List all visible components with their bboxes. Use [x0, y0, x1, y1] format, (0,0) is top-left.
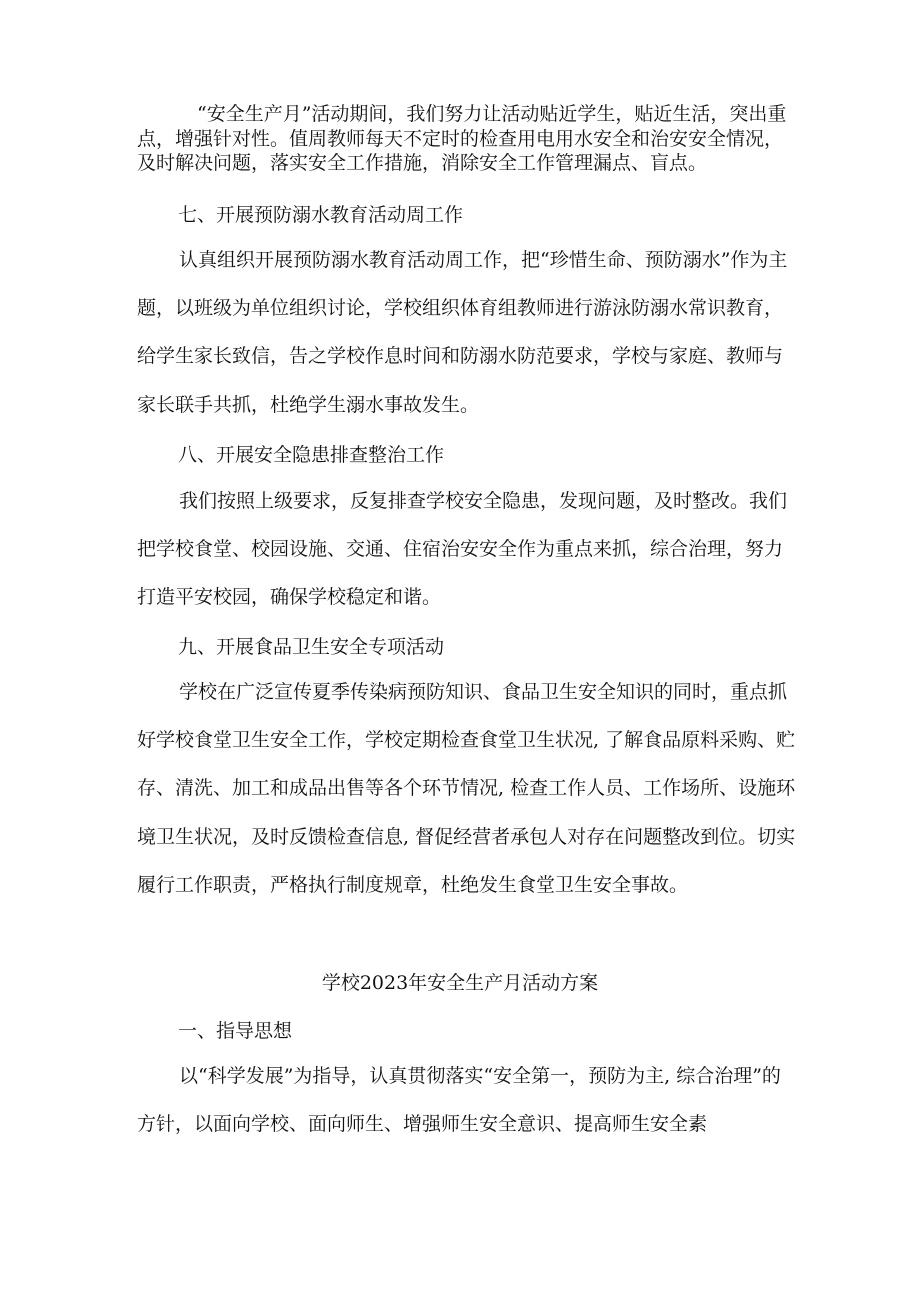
paragraph-section-7: 认真组织开展预防溺水教育活动周工作，把“珍惜生命、预防溺水”作为主题，以班级为单位组织讨论，学校组织体育组教师进行游泳防溺水常识教育，给学生家长致信，告之学校作息时间和防溺水防范要求，学校与家庭、教师与家长联手共抓，杜绝学生溺水事故发生。: [137, 249, 788, 416]
section-heading-8: 八、开展安全隐患排查整治工作: [178, 444, 445, 466]
section-heading-9: 九、开展食品卫生安全专项活动: [178, 636, 445, 658]
paragraph-intro: “安全生产月”活动期间，我们努力让活动贴近学生，贴近生活，突出重点，增强针对性。值周教师每天不定时的检查用电用水安全和治安安全情况，及时解决问题，落实安全工作措施，消除安全工作管理漏点、盲点。: [137, 103, 787, 174]
section-heading-1: 一、指导思想: [178, 1020, 293, 1042]
section-heading-7: 七、开展预防溺水教育活动周工作: [178, 204, 464, 226]
paragraph-section-8: 我们按照上级要求，反复排查学校安全隐患，发现问题，及时整改。我们把学校食堂、校园设施、交通、住宿治安安全作为重点来抓，综合治理，努力打造平安校园，确保学校稳定和谐。: [137, 490, 788, 609]
paragraph-section-1: 以“科学发展”为指导，认真贯彻落实“安全第一，预防为主, 综合治理”的方针，以面向学校、面向师生、增强师生安全意识、提高师生安全素: [137, 1065, 781, 1136]
paragraph-section-9: 学校在广泛宣传夏季传染病预防知识、食品卫生安全知识的同时，重点抓好学校食堂卫生安全工作，学校定期检查食堂卫生状况, 了解食品原料采购、贮存、清洗、加工和成品出售等各个环节情况, 检查工作人员、工作场所、设施环境卫生状况，及时反馈检查信息, 督促经营者承包人对存在问题整改到位。切实履行工作职责，严格执行制度规章，杜绝发生食堂卫生安全事故。: [137, 681, 796, 896]
document-title: 学校2023年安全生产月活动方案: [321, 972, 599, 994]
